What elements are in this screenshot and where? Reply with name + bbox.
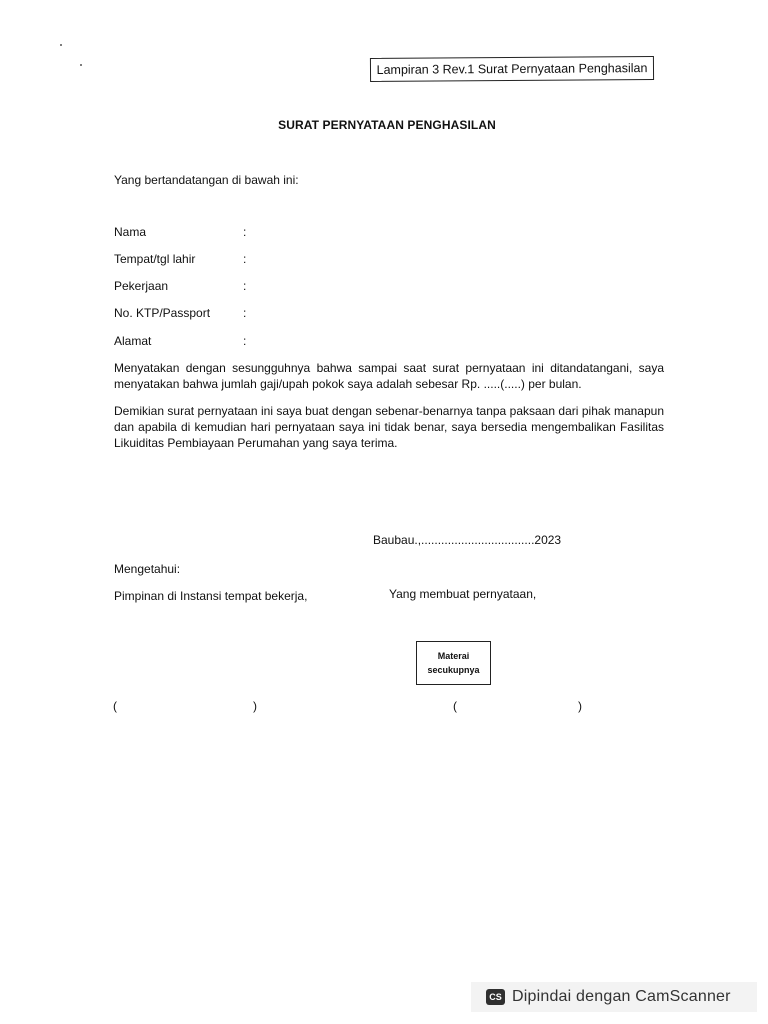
field-label-nama: Nama	[114, 225, 147, 239]
right-signature-open-paren: (	[453, 699, 457, 713]
intro-text: Yang bertandatangan di bawah ini:	[114, 173, 299, 187]
field-colon: :	[243, 225, 247, 239]
stamp-duty-line2: secukupnya	[427, 665, 480, 675]
field-label-alamat: Alamat	[114, 334, 152, 348]
field-colon: :	[243, 306, 247, 320]
field-colon: :	[243, 252, 247, 266]
field-label-tempat-tgl-lahir: Tempat/tgl lahir	[114, 252, 196, 266]
left-signature-open-paren: (	[113, 699, 117, 713]
camscanner-text: Dipindai dengan CamScanner	[512, 988, 731, 1005]
document-title: SURAT PERNYATAAN PENGHASILAN	[278, 118, 496, 132]
camscanner-watermark	[471, 982, 757, 1012]
camscanner-logo-icon: CS	[486, 989, 505, 1005]
scan-speck	[80, 64, 82, 66]
stamp-duty-line1: Materai	[437, 651, 470, 661]
closing-paragraph: Demikian surat pernyataan ini saya buat dengan sebenar-benarnya tanpa paksaan dari pihak manapun dan apabila di kemudian hari pernyataan saya ini tidak benar, saya bersedia mengembalikan Fasilitas Likuiditas Pembiayaan Perumahan yang saya terima.	[114, 404, 664, 450]
mengetahui-label: Mengetahui:	[114, 562, 181, 576]
field-colon: :	[243, 334, 247, 348]
field-label-pekerjaan: Pekerjaan	[114, 279, 169, 293]
right-signature-close-paren: )	[578, 699, 582, 713]
left-signer-title: Pimpinan di Instansi tempat bekerja,	[114, 589, 308, 603]
attachment-label-box: Lampiran 3 Rev.1 Surat Pernyataan Penghasilan	[370, 56, 654, 82]
scan-speck	[60, 44, 62, 46]
place-date: Baubau.,..................................2023	[373, 533, 562, 547]
statement-paragraph: Menyatakan dengan sesungguhnya bahwa sampai saat surat pernyataan ini ditandatangani, saya menyatakan bahwa jumlah gaji/upah pokok saya adalah sebesar Rp. .....(.....) per bulan.	[114, 361, 664, 391]
right-signer-title: Yang membuat pernyataan,	[389, 587, 537, 601]
field-colon: :	[243, 279, 247, 293]
left-signature-close-paren: )	[253, 699, 257, 713]
field-label-ktp-passport: No. KTP/Passport	[114, 306, 211, 320]
stamp-duty-box	[416, 641, 491, 685]
